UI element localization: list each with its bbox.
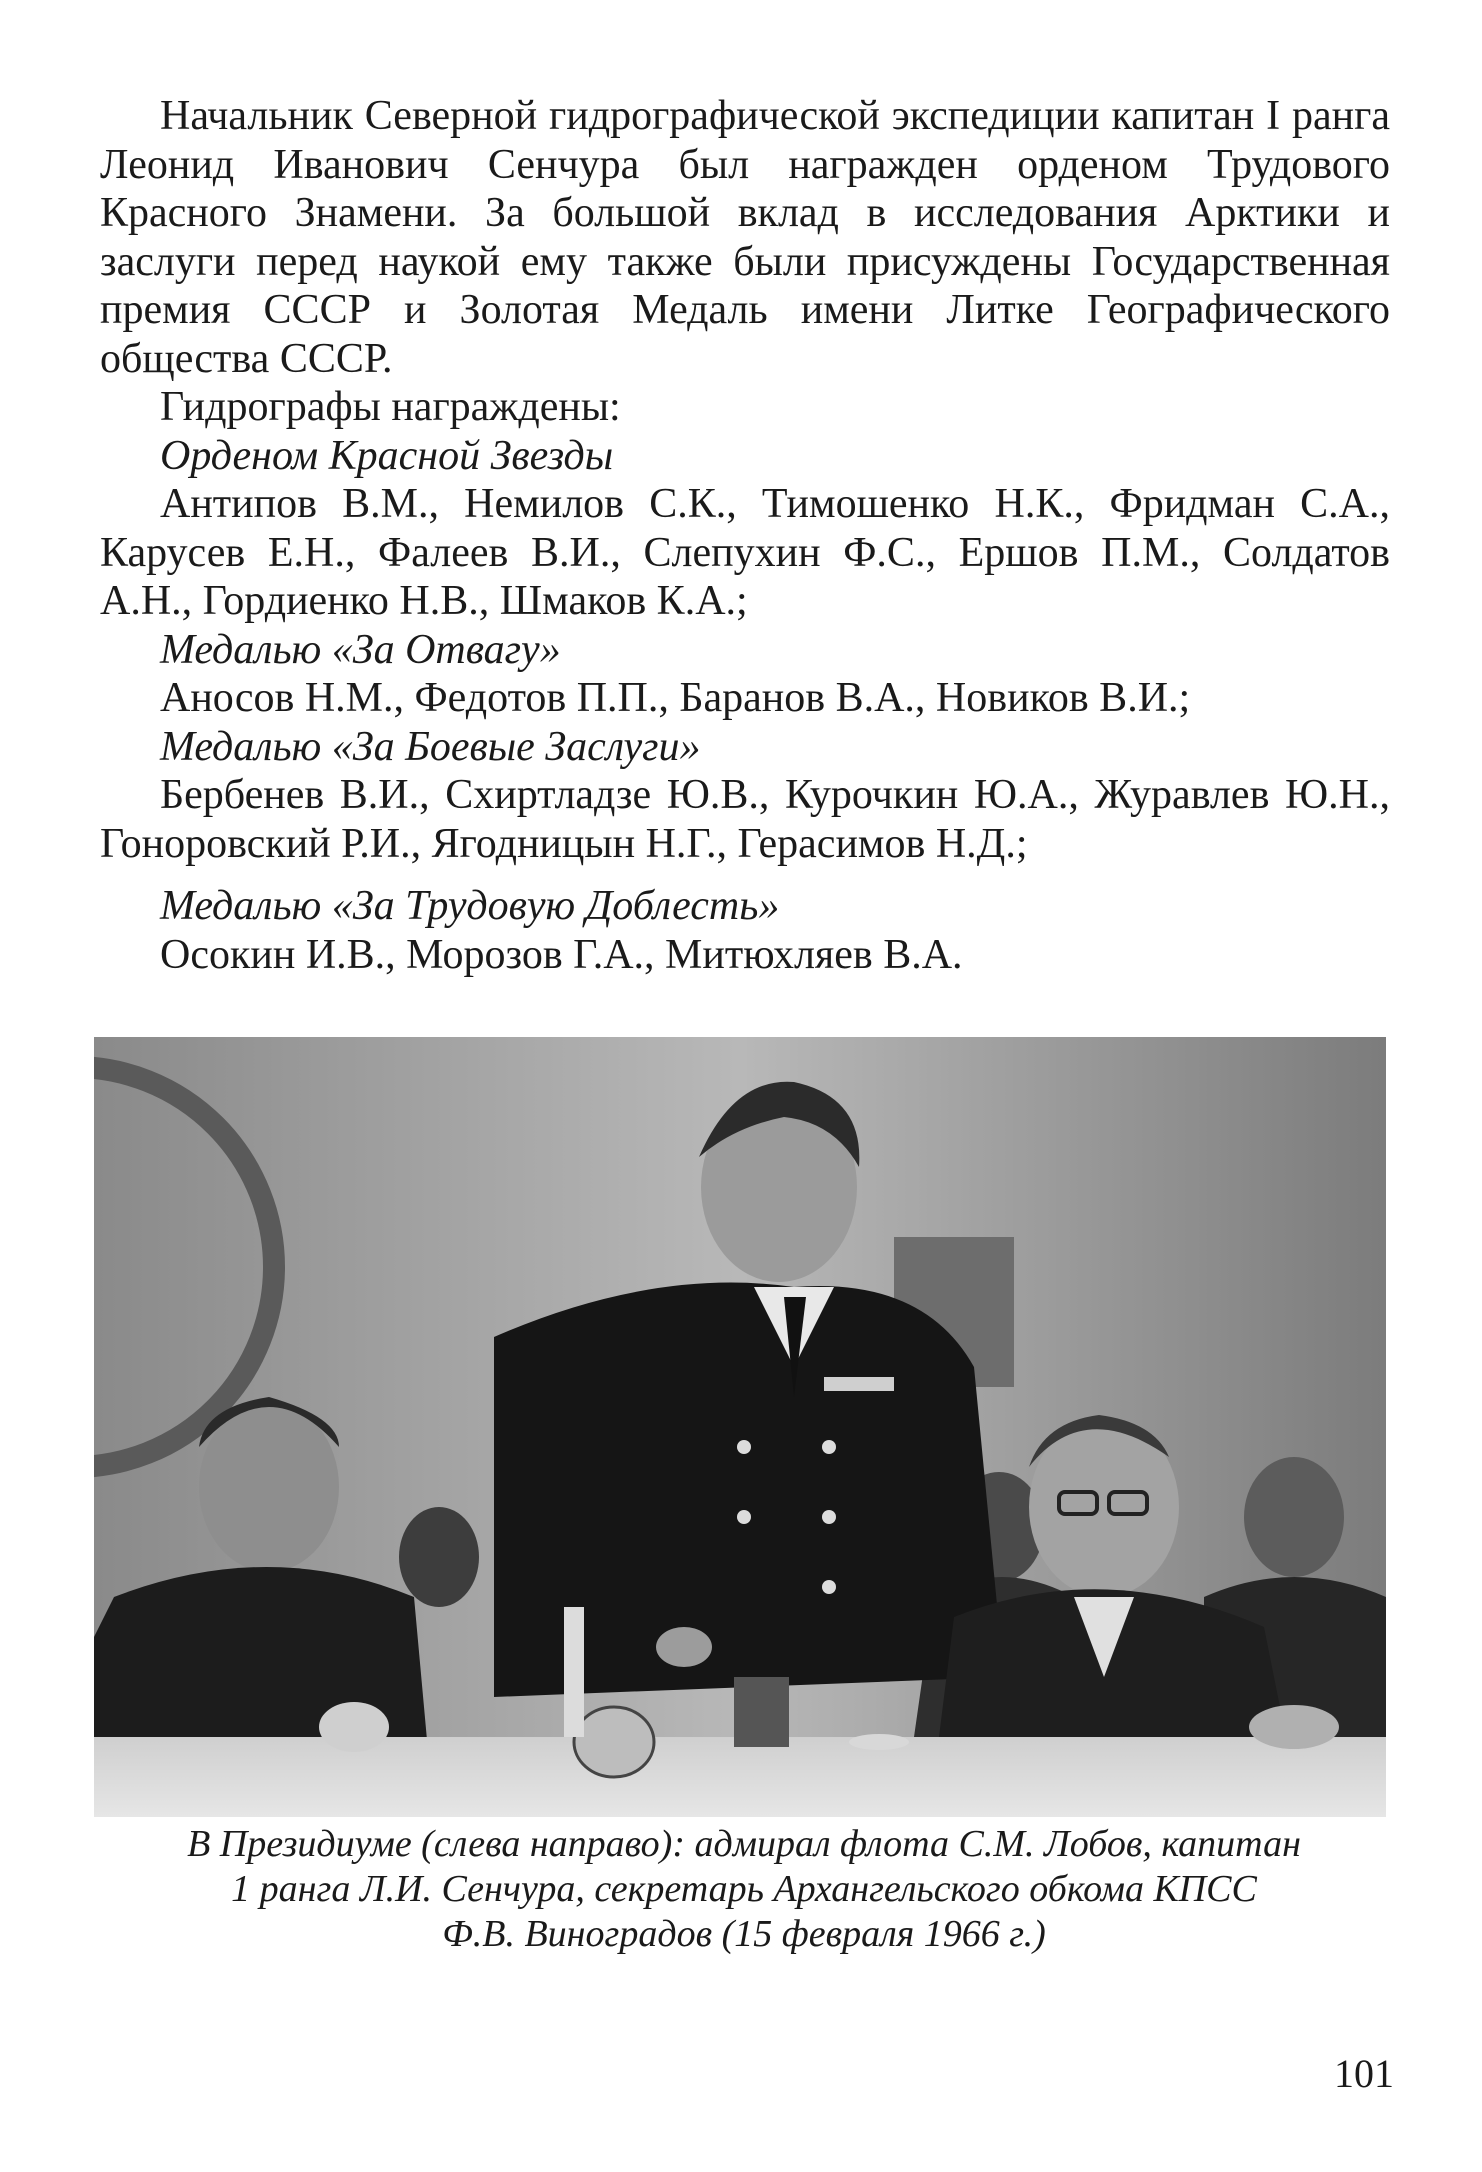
award-recipients: Бербенев В.И., Схиртладзе Ю.В., Курочкин Ю.А., Журавлев Ю.Н., Гоноровский Р.И., Ягодницын Н.Г., Герасимов Н.Д.; (100, 772, 1390, 867)
award-title: Медалью «За Трудовую Доблесть» (160, 883, 780, 929)
award-recipients: Аносов Н.М., Федотов П.П., Баранов В.А., Новиков В.И.; (160, 675, 1191, 721)
page-text (100, 92, 1390, 979)
caption-line: Ф.В. Виноградов (15 февраля 1966 г.) (442, 1913, 1046, 1955)
caption-line: В Президиуме (слева направо): адмирал флота С.М. Лобов, капитан (187, 1823, 1301, 1865)
award-recipients: Антипов В.М., Немилов С.К., Тимошенко Н.К., Фридман С.А., Карусев Е.Н., Фалеев В.И., Слепухин Ф.С., Ершов П.М., Солдатов А.Н., Гордиенко Н.В., Шмаков К.А.; (100, 481, 1390, 624)
photo-caption (94, 1822, 1394, 1957)
photo-illustration (94, 1037, 1386, 1817)
award-title: Орденом Красной Звезды (160, 432, 614, 479)
award-recipients: Осокин И.В., Морозов Г.А., Митюхляев В.А. (160, 931, 963, 978)
awarded-heading: Гидрографы награждены: (160, 384, 621, 430)
award-title: Медалью «За Боевые Заслуги» (160, 723, 701, 770)
caption-line: 1 ранга Л.И. Сенчура, секретарь Архангельского обкома КПСС (231, 1868, 1257, 1910)
intro-paragraph: Начальник Северной гидрографической экспедиции капитан I ранга Леонид Иванович Сенчура был награжден орденом Трудового Красного Знамени. За большой вклад в исследования Арктики и заслуги перед наукой ему также были присуждены Государственная премия СССР и Золотая Медаль имени Литке Географического общества СССР. (100, 93, 1390, 382)
presidium-photo (94, 1037, 1386, 1817)
page-number: 101 (1334, 2051, 1394, 2096)
award-title: Медалью «За Отвагу» (160, 626, 561, 673)
